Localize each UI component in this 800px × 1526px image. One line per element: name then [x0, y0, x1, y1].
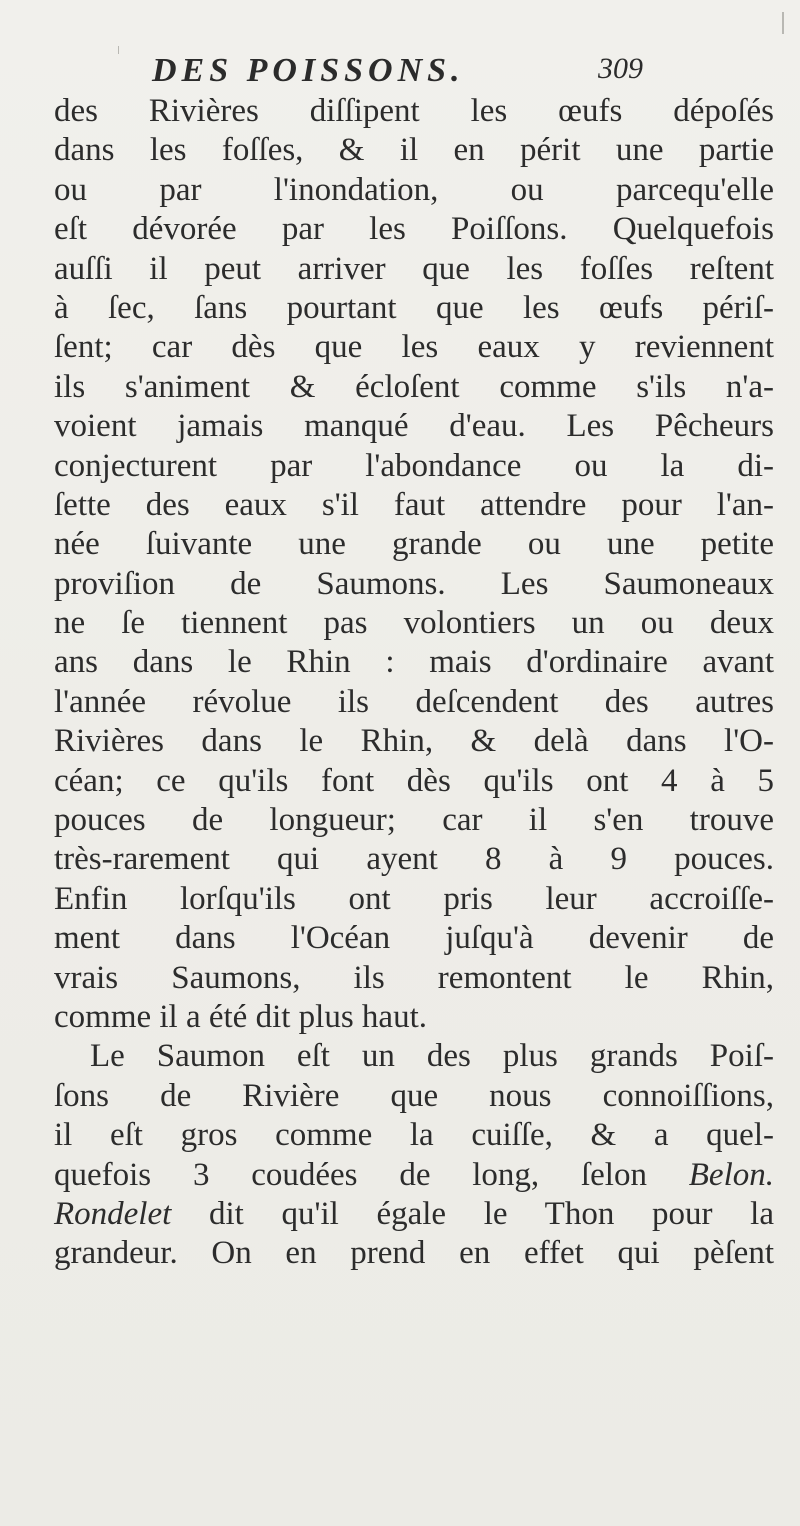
- text-line: née ſuivante une grande ou une petite: [54, 526, 774, 563]
- text-line: ſons de Rivière que nous connoiſſions,: [54, 1077, 774, 1114]
- text-line: Rondelet dit qu'il égale le Thon pour la: [54, 1195, 774, 1232]
- text-line: des Rivières diſſipent les œufs dépoſés: [54, 93, 774, 129]
- paragraph-start-line: Le Saumon eſt un des plus grands Poiſ-: [90, 1038, 774, 1075]
- text-line: vrais Saumons, ils remontent le Rhin,: [54, 959, 774, 996]
- text-line: il eſt gros comme la cuiſſe, & a quel-: [54, 1117, 774, 1154]
- text-line: Rivières dans le Rhin, & delà dans l'O-: [54, 723, 774, 760]
- text-line: à ſec, ſans pourtant que les œufs périſ-: [54, 289, 774, 326]
- text-line: ils s'animent & écloſent comme s'ils n'a-: [54, 368, 774, 405]
- text-line: grandeur. On en prend en effet qui pèſent: [54, 1235, 774, 1272]
- text-line: ſette des eaux s'il faut attendre pour l'an-: [54, 486, 774, 523]
- text-line: comme il a été dit plus haut.: [54, 998, 427, 1035]
- text-line: ne ſe tiennent pas volontiers un ou deux: [54, 605, 774, 642]
- text-line: ans dans le Rhin : mais d'ordinaire avant: [54, 644, 774, 681]
- text-line: voient jamais manqué d'eau. Les Pêcheurs: [54, 408, 774, 445]
- text-line: quefois 3 coudées de long, ſelon Belon.: [54, 1156, 774, 1193]
- text-line: eſt dévorée par les Poiſſons. Quelquefois: [54, 211, 774, 248]
- text-line: conjecturent par l'abondance ou la di-: [54, 447, 774, 484]
- text-line: ment dans l'Océan juſqu'à devenir de: [54, 920, 774, 957]
- body-text: [54, 92, 774, 1274]
- text-line: ſent; car dès que les eaux y reviennent: [54, 329, 774, 366]
- text-line: céan; ce qu'ils font dès qu'ils ont 4 à 5: [54, 762, 774, 799]
- running-head: DES POISSONS.: [152, 52, 465, 89]
- author-name-belon: Belon.: [688, 1156, 774, 1193]
- text-line: Enfin lorſqu'ils ont pris leur accroiſſe-: [54, 880, 774, 917]
- text-line: pouces de longueur; car il s'en trouve: [54, 802, 774, 839]
- page-header: [0, 52, 800, 92]
- author-name-rondelet: Rondelet: [54, 1195, 172, 1232]
- text-line: proviſion de Saumons. Les Saumoneaux: [54, 565, 774, 602]
- text-line: très-rarement qui ayent 8 à 9 pouces.: [54, 841, 774, 878]
- page-mark: [782, 12, 784, 34]
- text-line: ou par l'inondation, ou parcequ'elle: [54, 171, 774, 208]
- text-line: auſſi il peut arriver que les foſſes reſtent: [54, 250, 774, 287]
- text-line: l'année révolue ils deſcendent des autres: [54, 683, 774, 720]
- text-line: dans les foſſes, & il en périt une partie: [54, 132, 774, 169]
- page-number: 309: [598, 52, 643, 85]
